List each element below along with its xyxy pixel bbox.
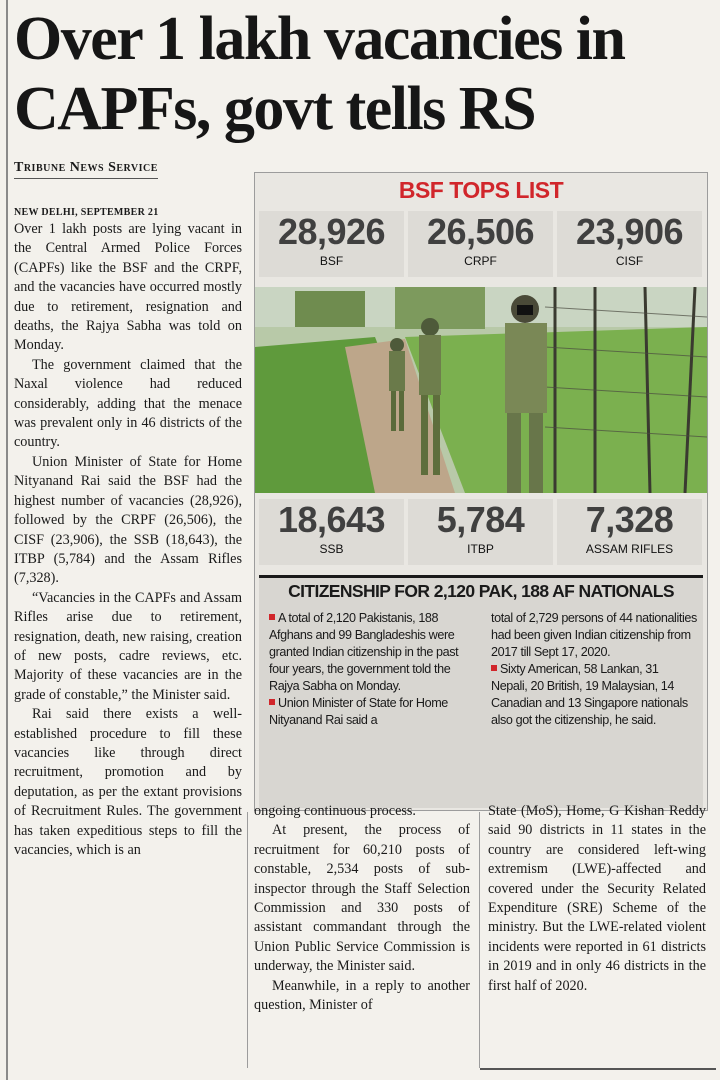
stat-itbp: [408, 499, 553, 565]
page-left-border: [6, 0, 8, 1080]
paragraph: ongoing continuous process.: [254, 803, 416, 819]
headline: Over 1 lakh vacancies in CAPFs, govt tells RS: [14, 5, 625, 143]
stat-label: BSF: [319, 254, 344, 268]
paragraph: The government claimed that the Naxal violence had reduced considerably, adding that the menace was prevalent only in 46 districts of the country.: [14, 356, 242, 451]
stat-label: ASSAM RIFLES: [585, 542, 674, 556]
paragraph: Union Minister of State for Home Nityanand Rai said the BSF had the highest number of vacancies (28,926), followed by the CRPF (26,506), the CISF (23,906), the SSB (18,643), the ITBP (5,784) and the Assam Rifles (7,328).: [14, 453, 242, 587]
citizenship-item: [269, 610, 475, 695]
stat-assam-rifles: [557, 499, 702, 565]
stat-bsf: [259, 211, 404, 277]
citizenship-column-right: [491, 610, 697, 729]
article-column-left: [14, 206, 242, 860]
stat-value: 7,328: [585, 499, 674, 540]
citizenship-text: A total of 2,120 Pakistanis, 188 Afghans and 99 Bangladeshis were granted Indian citizenship in the past four years, the government told the Rajya Sabha on Monday.: [269, 611, 459, 693]
bullet-icon: [269, 614, 275, 620]
stat-label: CISF: [615, 254, 644, 268]
photo-illustration: [255, 287, 707, 493]
paragraph: Over 1 lakh posts are lying vacant in the Central Armed Police Forces (CAPFs) like the BSF and the CRPF, and the vacancies have occurred mostly due to retirement, resignation and deaths, the Rajya Sabha was told on Monday.: [14, 221, 242, 354]
paragraph: At present, the process of recruitment for 60,210 posts of constable, 2,534 posts of sub-inspector through the Staff Selection Commission and 330 posts of assistant commandant through the Union Public Service Commission is underway, the Minister said.: [254, 822, 470, 975]
stat-value: 26,506: [426, 211, 535, 252]
citizenship-text: Sixty American, 58 Lankan, 31 Nepali, 20 British, 19 Malaysian, 14 Canadian and 13 Singapore nationals also got the citizenship, he said.: [491, 662, 688, 727]
stat-cisf: [557, 211, 702, 277]
dateline: NEW DELHI, SEPTEMBER 21: [14, 207, 159, 218]
citizenship-column-left: [269, 610, 475, 729]
article-column-middle: [254, 802, 470, 1015]
soldiers-patrol-photo: [255, 287, 707, 493]
citizenship-item: [491, 610, 697, 661]
citizenship-title: CITIZENSHIP FOR 2,120 PAK, 188 AF NATIONALS: [288, 581, 674, 601]
citizenship-item: [269, 695, 475, 729]
bullet-icon: [269, 699, 275, 705]
citizenship-sidebar: [259, 575, 703, 808]
stat-ssb: [259, 499, 404, 565]
stat-value: 28,926: [277, 211, 386, 252]
stat-label: SSB: [319, 542, 344, 556]
column-divider: [479, 812, 480, 1068]
bullet-icon: [491, 665, 497, 671]
byline: Tribune News Service: [14, 160, 158, 179]
stat-value: 18,643: [277, 499, 386, 540]
article-column-right: [488, 802, 706, 996]
bottom-rule: [480, 1068, 716, 1070]
citizenship-text: Union Minister of State for Home Nityanand Rai said a: [269, 696, 448, 727]
citizenship-text: total of 2,729 persons of 44 nationalities had been given Indian citizenship from 2017 till Sept 17, 2020.: [491, 611, 697, 659]
column-divider: [247, 812, 248, 1068]
paragraph: “Vacancies in the CAPFs and Assam Rifles arise due to retirement, resignation, death, new raising, creation of new posts, cadre reviews, etc. Majority of these vacancies are in the grade of constable,” the Minister said.: [14, 589, 242, 703]
citizenship-item: [491, 661, 697, 729]
vacancy-infobox: [254, 172, 708, 811]
paragraph: Rai said there exists a well-established procedure to fill these vacancies like through direct recruitment, promotion and by deputation, as per the extant provisions of Recruitment Rules. The government has taken expeditious steps to fill the vacancies, which is an: [14, 706, 242, 858]
infobox-title: BSF TOPS LIST: [398, 177, 564, 203]
stat-value: 5,784: [436, 499, 525, 540]
stat-label: ITBP: [467, 542, 494, 556]
stat-value: 23,906: [575, 211, 684, 252]
stat-crpf: [408, 211, 553, 277]
paragraph: State (MoS), Home, G Kishan Reddy said 90 districts in 11 states in the country are considered left-wing extremism (LWE)-affected and covered under the Security Related Expenditure (SRE) Scheme of the ministry. But the LWE-related violent incidents were reported in 61 districts in 2019 and in only 46 districts in the first half of 2020.: [488, 803, 706, 994]
paragraph: Meanwhile, in a reply to another question, Minister of: [254, 977, 470, 1014]
stat-label: CRPF: [464, 254, 497, 268]
